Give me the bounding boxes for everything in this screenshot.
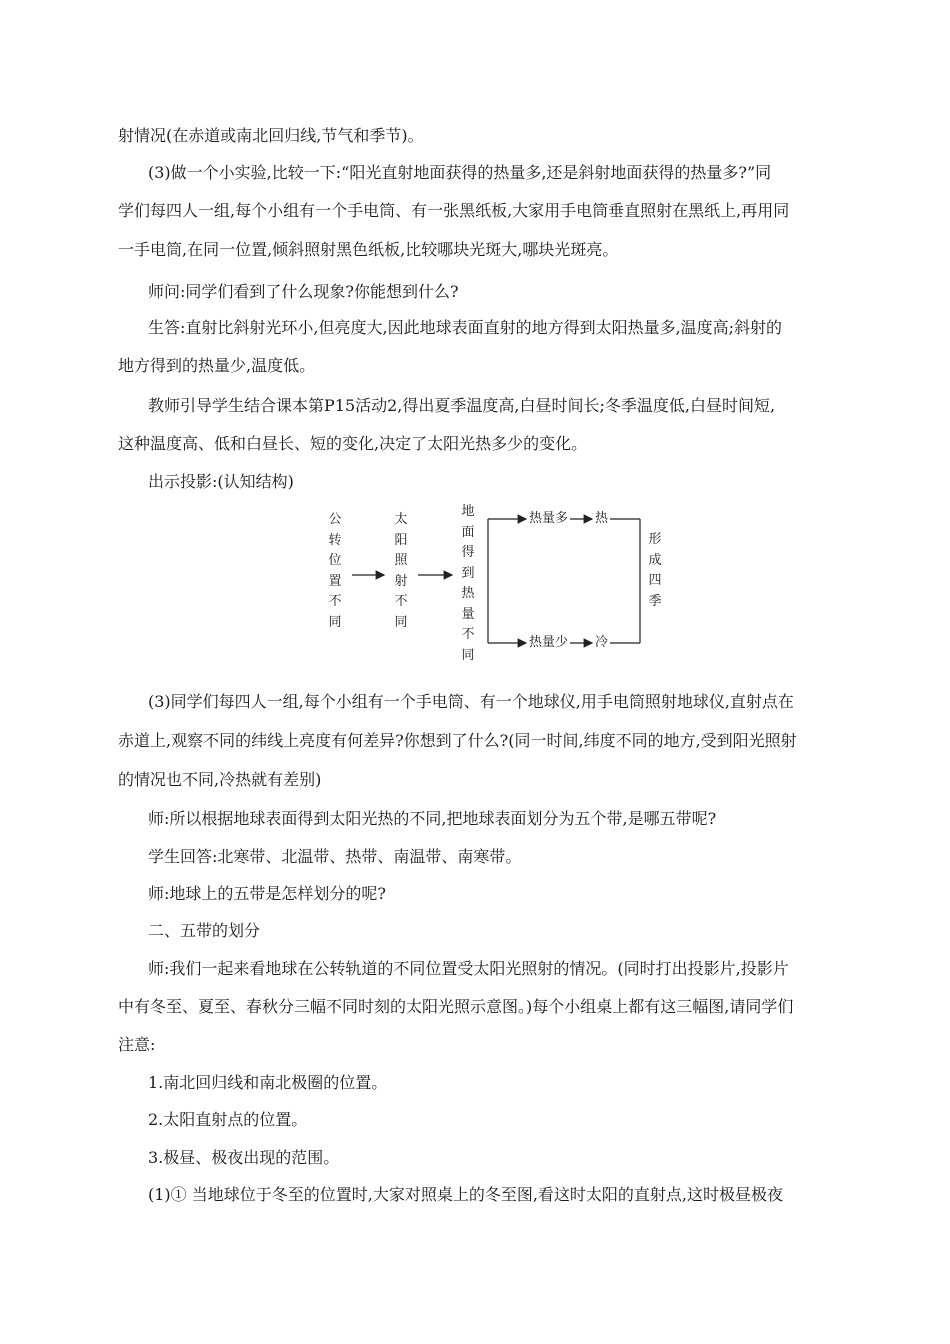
paragraph-line: 生答:直射比斜射光环小,但亮度大,因此地球表面直射的地方得到太阳热量多,温度高;斜射的 [148, 318, 783, 337]
list-item: 3.极昼、极夜出现的范围。 [148, 1148, 340, 1167]
paragraph-line: 学生回答:北寒带、北温带、热带、南温带、南寒带。 [148, 847, 522, 866]
paragraph-line: 的情况也不同,冷热就有差别) [118, 770, 322, 789]
label-ground-heat: 地 面 得 到 热 量 不 同 [461, 504, 475, 663]
cognitive-structure-diagram [300, 494, 680, 664]
paragraph-line: 师:所以根据地球表面得到太阳光热的不同,把地球表面划分为五个带,是哪五带呢? [148, 809, 717, 828]
paragraph-line: (3)做一个小实验,比较一下:“阳光直射地面获得的热量多,还是斜射地面获得的热量多?”同 [148, 163, 772, 182]
label-cold: 冷 [595, 635, 609, 650]
label-hot: 热 [595, 511, 609, 526]
paragraph-line: 赤道上,观察不同的纬线上亮度有何差异?你想到了什么?(同一时间,纬度不同的地方,受到阳光照射 [118, 731, 797, 750]
paragraph-line: 地方得到的热量少,温度低。 [118, 356, 316, 375]
paragraph-line: (3)同学们每四人一组,每个小组有一个手电筒、有一个地球仪,用手电筒照射地球仪,直射点在 [148, 692, 794, 711]
paragraph-line: 师:我们一起来看地球在公转轨道的不同位置受太阳光照射的情况。(同时打出投影片,投影片 [148, 959, 789, 978]
diagram-connectors [300, 494, 680, 664]
paragraph-line: 这种温度高、低和白昼长、短的变化,决定了太阳光热多少的变化。 [118, 434, 588, 453]
section-heading: 二、五带的划分 [148, 921, 261, 940]
label-orbit-position: 公 转 位 置 不 同 [328, 512, 342, 630]
paragraph-line: 出示投影:(认知结构) [148, 472, 294, 491]
paragraph-line: 射情况(在赤道或南北回归线,节气和季节)。 [118, 126, 424, 145]
label-four-seasons: 形 成 四 季 [648, 532, 662, 609]
paragraph-line: 注意: [118, 1035, 156, 1054]
list-item: 1.南北回归线和南北极圈的位置。 [148, 1073, 388, 1092]
paragraph-line: 师问:同学们看到了什么现象?你能想到什么? [148, 282, 459, 301]
paragraph-line: (1)① 当地球位于冬至的位置时,大家对照桌上的冬至图,看这时太阳的直射点,这时极昼极夜 [148, 1185, 784, 1204]
label-heat-less: 热量少 [529, 635, 569, 650]
paragraph-line: 师:地球上的五带是怎样划分的呢? [148, 884, 386, 903]
paragraph-line: 中有冬至、夏至、春秋分三幅不同时刻的太阳光照示意图。)每个小组桌上都有这三幅图,请同学们 [118, 997, 794, 1016]
paragraph-line: 学们每四人一组,每个小组有一个手电筒、有一张黑纸板,大家用手电筒垂直照射在黑纸上,再用同 [118, 201, 790, 220]
paragraph-line: 教师引导学生结合课本第P15活动2,得出夏季温度高,白昼时间长;冬季温度低,白昼时间短, [148, 396, 776, 415]
list-item: 2.太阳直射点的位置。 [148, 1110, 308, 1129]
paragraph-line: 一手电筒,在同一位置,倾斜照射黑色纸板,比较哪块光斑大,哪块光斑亮。 [118, 240, 619, 259]
label-sun-illumination: 太 阳 照 射 不 同 [394, 512, 408, 630]
label-heat-more: 热量多 [529, 511, 569, 526]
